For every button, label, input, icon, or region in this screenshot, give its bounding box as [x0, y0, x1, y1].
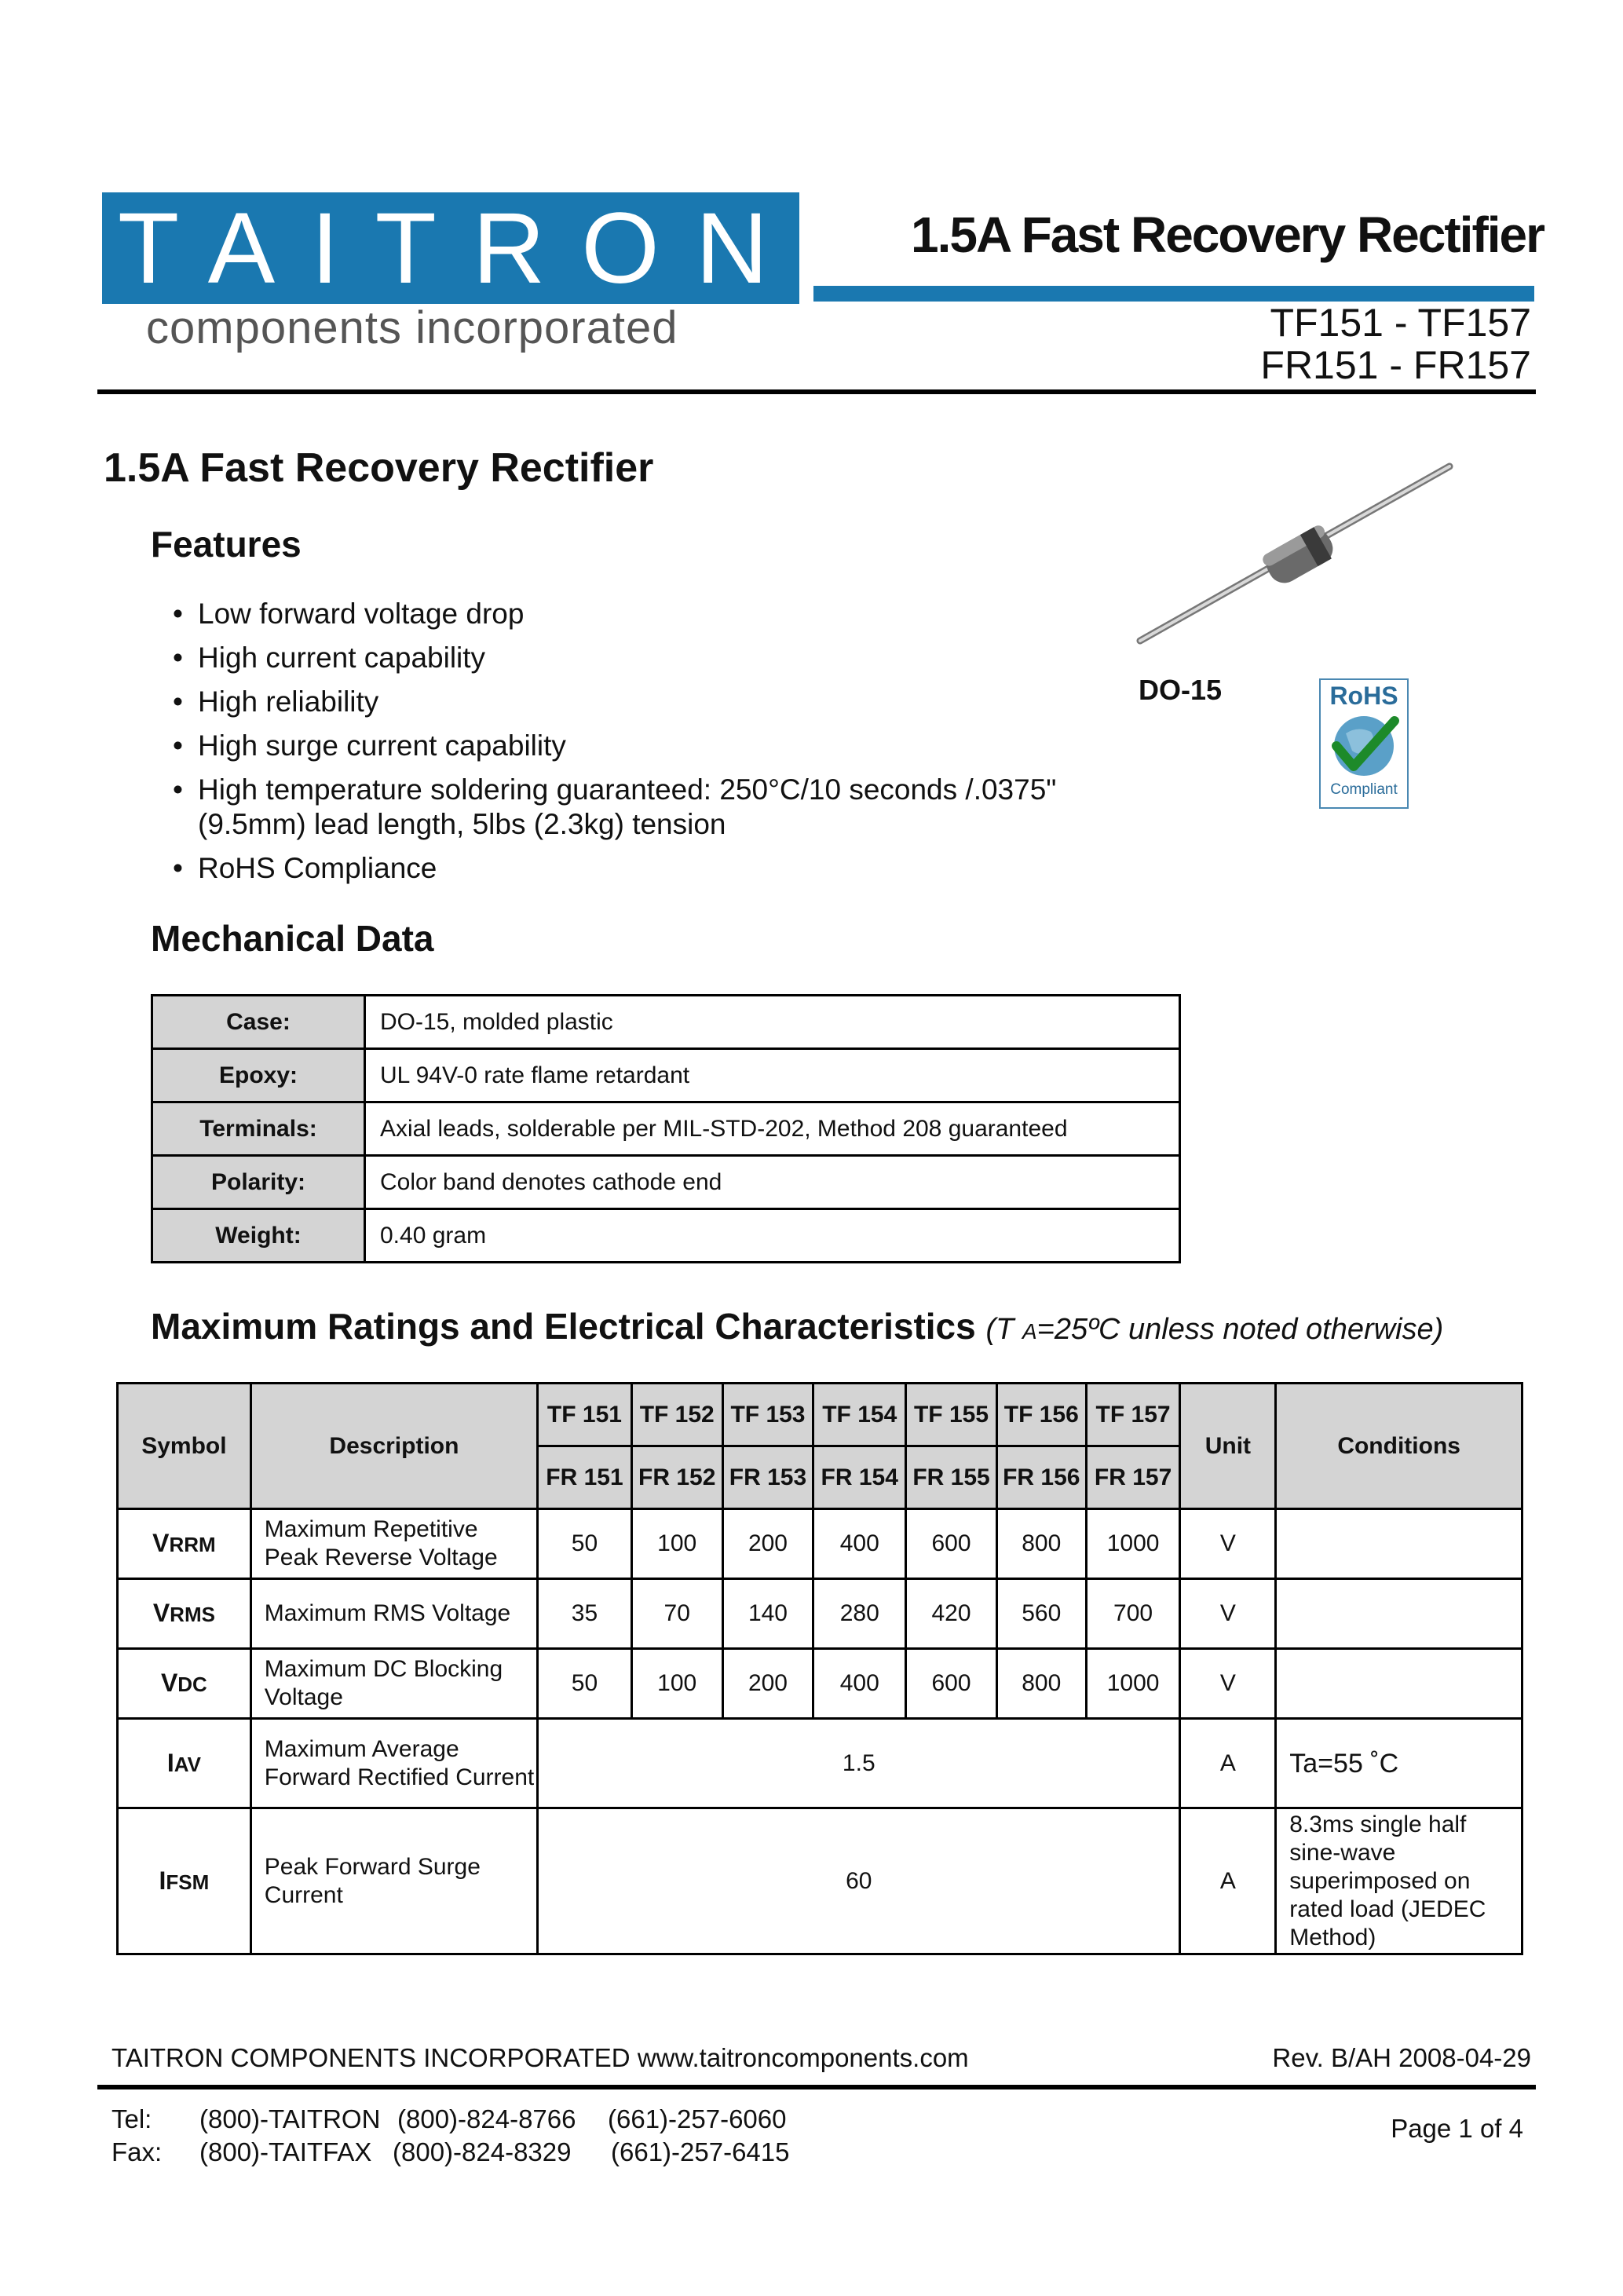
mechanical-table [151, 994, 1181, 1263]
mech-key: Weight: [152, 1209, 365, 1263]
ratings-heading-text: Maximum Ratings and Electrical Characteristics [151, 1306, 976, 1347]
col-header-unit: Unit [1180, 1384, 1276, 1509]
value-cell: 1.5 [538, 1719, 1180, 1808]
symbol-cell: VRRM [118, 1509, 251, 1579]
description-cell: Maximum Average Forward Rectified Current [250, 1719, 537, 1808]
page-number: Page 1 of 4 [1391, 2114, 1523, 2143]
ratings-table [116, 1382, 1523, 1955]
footer-divider [97, 2085, 1536, 2089]
col-header-part: FR 152 [631, 1446, 722, 1509]
conditions-cell: 8.3ms single half sine-wave superimposed on rated load (JEDEC Method) [1276, 1808, 1522, 1954]
value-cell: 400 [813, 1649, 906, 1719]
table-row [118, 1649, 1522, 1719]
value-cell: 700 [1086, 1579, 1180, 1649]
rohs-badge [1319, 678, 1409, 809]
col-header-part: FR 154 [813, 1446, 906, 1509]
conditions-cell: Ta=55 ˚C [1276, 1719, 1522, 1808]
description-cell: Maximum RMS Voltage [250, 1579, 537, 1649]
unit-cell: A [1180, 1719, 1276, 1808]
col-header-part: TF 153 [722, 1384, 813, 1446]
mech-value: UL 94V-0 rate flame retardant [365, 1049, 1180, 1102]
part-range-fr: FR151 - FR157 [1260, 343, 1531, 387]
table-row [152, 1049, 1180, 1102]
description-cell: Maximum DC Blocking Voltage [250, 1649, 537, 1719]
diode-illustration [1131, 455, 1460, 660]
col-header-part: TF 155 [906, 1384, 997, 1446]
unit-cell: V [1180, 1649, 1276, 1719]
col-header-part: TF 156 [996, 1384, 1086, 1446]
list-item: • Low forward voltage drop [173, 598, 525, 630]
unit-cell: A [1180, 1808, 1276, 1954]
value-cell: 100 [631, 1649, 722, 1719]
col-header-part: TF 151 [538, 1384, 632, 1446]
description-cell: Maximum Repetitive Peak Reverse Voltage [250, 1509, 537, 1579]
value-cell: 600 [906, 1649, 997, 1719]
table-row [118, 1808, 1522, 1954]
conditions-cell [1276, 1579, 1522, 1649]
value-cell: 800 [996, 1509, 1086, 1579]
footer-website-link[interactable]: www.taitroncomponents.com [637, 2043, 969, 2072]
unit-cell: V [1180, 1579, 1276, 1649]
checkmark-globe-icon [1322, 710, 1406, 781]
value-cell: 50 [538, 1509, 632, 1579]
value-cell: 800 [996, 1649, 1086, 1719]
col-header-part: TF 154 [813, 1384, 906, 1446]
col-header-part: FR 155 [906, 1446, 997, 1509]
mech-key: Case: [152, 996, 365, 1049]
value-cell: 200 [722, 1509, 813, 1579]
footer-tel-2: (800)-824-8766 [397, 2104, 576, 2133]
col-header-part: FR 156 [996, 1446, 1086, 1509]
value-cell: 280 [813, 1579, 906, 1649]
value-cell: 100 [631, 1509, 722, 1579]
footer-fax-2: (800)-824-8329 [393, 2137, 572, 2166]
logo-wordmark: TAITRON [118, 192, 805, 305]
table-header-row [118, 1384, 1522, 1446]
value-cell: 50 [538, 1649, 632, 1719]
table-row [118, 1579, 1522, 1649]
footer-fax-3: (661)-257-6415 [611, 2137, 790, 2166]
value-cell: 420 [906, 1579, 997, 1649]
list-item: • High surge current capability [173, 729, 566, 762]
col-header-part: FR 153 [722, 1446, 813, 1509]
conditions-cell [1276, 1509, 1522, 1579]
mechanical-heading: Mechanical Data [151, 918, 434, 959]
header-blue-bar [813, 286, 1534, 302]
unit-cell: V [1180, 1509, 1276, 1579]
value-cell: 400 [813, 1509, 906, 1579]
features-heading: Features [151, 524, 302, 565]
header-divider [97, 389, 1536, 394]
mech-value: DO-15, molded plastic [365, 996, 1180, 1049]
list-item: • High reliability [173, 686, 379, 718]
col-header-description: Description [250, 1384, 537, 1509]
mech-value: Color band denotes cathode end [365, 1156, 1180, 1209]
list-item: • RoHS Compliance [173, 852, 437, 884]
header-title: 1.5A Fast Recovery Rectifier [911, 207, 1544, 263]
value-cell: 1000 [1086, 1649, 1180, 1719]
rohs-badge-caption: Compliant [1330, 781, 1398, 798]
ratings-heading [151, 1305, 1443, 1347]
table-row [152, 1209, 1180, 1263]
value-cell: 35 [538, 1579, 632, 1649]
footer-tel-1: (800)-TAITRON [199, 2104, 381, 2133]
col-header-part: TF 152 [631, 1384, 722, 1446]
footer-fax-1: (800)-TAITFAX [199, 2137, 372, 2166]
symbol-cell: VDC [118, 1649, 251, 1719]
col-header-part: FR 157 [1086, 1446, 1180, 1509]
col-header-conditions: Conditions [1276, 1384, 1522, 1509]
list-item: • High current capability [173, 642, 486, 674]
features-list [157, 597, 1099, 895]
table-row [118, 1719, 1522, 1808]
value-cell: 600 [906, 1509, 997, 1579]
value-cell: 60 [538, 1808, 1180, 1954]
value-cell: 200 [722, 1649, 813, 1719]
table-row [152, 1102, 1180, 1156]
package-label: DO-15 [1139, 674, 1223, 706]
ratings-condition: (T A=25ºC unless noted otherwise) [985, 1313, 1444, 1346]
mech-key: Polarity: [152, 1156, 365, 1209]
description-cell: Peak Forward Surge Current [250, 1808, 537, 1954]
mech-value: 0.40 gram [365, 1209, 1180, 1263]
symbol-cell: IAV [118, 1719, 251, 1808]
table-row [118, 1509, 1522, 1579]
value-cell: 70 [631, 1579, 722, 1649]
rohs-badge-title: RoHS [1329, 682, 1398, 710]
logo-tagline: components incorporated [146, 302, 678, 353]
value-cell: 1000 [1086, 1509, 1180, 1579]
col-header-part: TF 157 [1086, 1384, 1180, 1446]
col-header-part: FR 151 [538, 1446, 632, 1509]
footer-tel-label: Tel: [111, 2104, 152, 2133]
conditions-cell [1276, 1649, 1522, 1719]
table-row [152, 1156, 1180, 1209]
value-cell: 140 [722, 1579, 813, 1649]
mech-value: Axial leads, solderable per MIL-STD-202, Method 208 guaranteed [365, 1102, 1180, 1156]
mech-key: Terminals: [152, 1102, 365, 1156]
mech-key: Epoxy: [152, 1049, 365, 1102]
footer-company-line [111, 2043, 969, 2073]
part-range-tf: TF151 - TF157 [1270, 301, 1531, 345]
table-row [152, 996, 1180, 1049]
symbol-cell: VRMS [118, 1579, 251, 1649]
footer-fax-label: Fax: [111, 2137, 163, 2166]
footer-company: TAITRON COMPONENTS INCORPORATED [111, 2043, 631, 2072]
value-cell: 560 [996, 1579, 1086, 1649]
symbol-cell: IFSM [118, 1808, 251, 1954]
col-header-symbol: Symbol [118, 1384, 251, 1509]
list-item: • High temperature soldering guaranteed: 250°C/10 seconds /.0375" (9.5mm) lead length, 5lbs (2.3kg) tension [173, 773, 1057, 840]
footer-revision: Rev. B/AH 2008-04-29 [1272, 2043, 1531, 2072]
footer-tel-3: (661)-257-6060 [608, 2104, 787, 2133]
page-title: 1.5A Fast Recovery Rectifier [104, 445, 654, 491]
